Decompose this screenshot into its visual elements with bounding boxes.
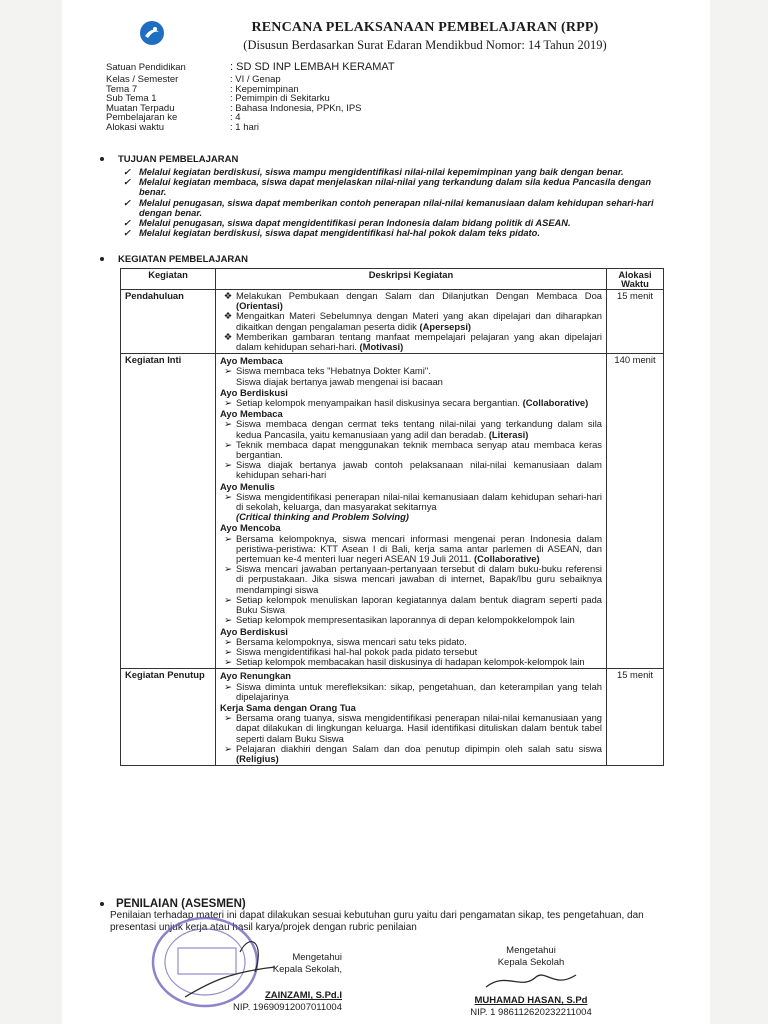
info-value: : 4 [230,112,241,124]
info-value: : 1 hari [230,121,260,133]
column-header: Kegiatan [121,269,216,290]
checkmark-icon: ✓ [123,197,131,208]
list-item: ✓ Melalui penugasan, siswa dapat memberikan contoh penerapan nilai-nilai kemanusiaan dalam kehidupan sehari-hari dengan benar. [123,197,654,218]
list-item: ➢ Setiap kelompok mempresentasikan laporannya di depan kelompokkelompok lain [220,615,602,625]
arrow-bullet-icon: ➢ [224,645,232,657]
signature-right [466,945,596,1019]
penilaian-heading: PENILAIAN (ASESMEN) [100,898,246,910]
list-item: ➢ Bersama orang tuanya, siswa mengidentifikasi penerapan nilai-nilai kemanusiaan yang dapat dilakukan di lingkungan keluarga. Hasil identifikasi dituliskan dalam bentuk tabel seperti dalam Buku Siswa [220,713,602,744]
arrow-bullet-icon: ➢ [224,418,232,430]
list-item: ❖ Melakukan Pembukaan dengan Salam dan Dilanjutkan Dengan Membaca Doa (Orientasi) [220,291,602,311]
list-item: ✓ Melalui kegiatan berdiskusi, siswa dapat mengidentifikasi hal-hal pokok dalam teks pidato. [123,228,540,239]
list-item: ➢ Setiap kelompok membacakan hasil diskusinya di hadapan kelompok-kelompok lain [220,657,602,667]
activity-title: Ayo Berdiskusi [220,386,288,398]
row-description [216,354,607,669]
info-value: : Kepemimpinan [230,83,299,95]
list-item: ➢ Setiap kelompok menuliskan laporan kegiatannya dalam bentuk diagram seperti pada Buku Siswa [220,595,602,615]
arrow-bullet-icon: ➢ [224,532,232,544]
signature-nip: NIP. 19690912007011004 [232,1002,342,1013]
list-item: ➢ Siswa membaca dengan cermat teks tentang nilai-nilai yang terkandung dalam sila kedua Pancasila, yaitu kemanusiaan yang adil dan beradab. (Literasi) [220,419,602,439]
info-label: Muatan Terpadu [106,102,175,114]
list-item-continuation: Siswa diajak bertanya jawab mengenai isi bacaan [236,375,443,387]
handwritten-signature-icon [476,969,586,991]
arrow-bullet-icon: ➢ [224,742,232,754]
signature-name: MUHAMAD HASAN, S.Pd [474,995,588,1006]
table-row [121,354,664,669]
activity-title: Ayo Membaca [220,355,283,367]
arrow-bullet-icon: ➢ [224,397,232,409]
info-value: : Pemimpin di Sekitarku [230,93,330,105]
activity-title: Ayo Renungkan [220,670,292,682]
arrow-bullet-icon: ➢ [224,656,232,668]
row-time: 15 menit [607,290,664,354]
list-item: ❖ Mengaitkan Materi Sebelumnya dengan Materi yang akan dipelajari dan diharapkan dikaitkan dengan pengalaman peserta didik (Apersepsi) [220,311,602,331]
bullet-icon [100,257,104,261]
column-header: Deskripsi Kegiatan [216,269,607,290]
list-item: ➢ Pelajaran diakhiri dengan Salam dan doa penutup dipimpin oleh salah satu siswa (Religius) [220,744,602,764]
list-item: ➢ Siswa mengidentifikasi hal-hal pokok pada pidato tersebut [220,647,602,657]
page-subtitle: (Disusun Berdasarkan Surat Edaran Mendikbud Nomor: 14 Tahun 2019) [243,38,607,52]
row-label: Kegiatan Penutup [121,669,216,766]
kegiatan-table [120,268,664,766]
info-value: : VI / Genap [230,74,281,85]
column-header: Alokasi Waktu [607,269,664,290]
info-label: Pembelajaran ke [106,112,178,124]
info-value: : Bahasa Indonesia, PPKn, IPS [230,102,362,114]
arrow-bullet-icon: ➢ [224,680,232,692]
list-item: ➢ Teknik membaca dapat menggunakan teknik membaca senyap atau membaca keras bergantian. [220,440,602,460]
activity-title: Kerja Sama dengan Orang Tua [220,701,356,713]
diamond-bullet-icon: ❖ [223,290,233,301]
arrow-bullet-icon: ➢ [224,438,232,450]
row-time: 15 menit [607,669,664,766]
tut-wuri-logo-icon [139,20,165,46]
arrow-bullet-icon: ➢ [224,614,232,626]
list-item: ➢ Setiap kelompok menyampaikan hasil diskusinya secara bergantian. (Collaborative) [220,398,602,408]
checkmark-icon: ✓ [123,228,131,239]
list-item: ➢ Siswa diminta untuk merefleksikan: sikap, pengetahuan, dan keterampilan yang telah dipelajarinya [220,682,602,702]
list-item: ➢ Siswa membaca teks "Hebatnya Dokter Kami". [220,366,602,376]
bullet-icon [100,157,104,161]
info-label: Tema 7 [106,83,138,95]
arrow-bullet-icon: ➢ [224,459,232,471]
list-item: ➢ Siswa mencari jawaban pertanyaan-pertanyaan tersebut di dalam buku-buku referensi di perpustakaan. Jika siswa mencari jawaban di internet, Bapak/Ibu guru sebaiknya mendampingi siswa [220,564,602,595]
table-row [121,669,664,766]
info-value: : SD SD INP LEMBAH KERAMAT [230,61,395,73]
row-label: Kegiatan Inti [121,354,216,669]
activity-title: Ayo Menulis [220,480,275,492]
table-row [121,290,664,354]
signature-nip: NIP. 1 986112620232211004 [470,1007,592,1018]
signature-role: Kepala Sekolah [497,957,565,968]
signature-left [232,952,342,1014]
activity-title: Ayo Berdiskusi [220,625,288,637]
bullet-icon [100,902,104,906]
signature-name: ZAINZAMI, S.Pd.I [264,990,342,1001]
arrow-bullet-icon: ➢ [224,593,232,605]
row-description [216,669,607,766]
checkmark-icon: ✓ [123,167,131,177]
page-title: RENCANA PELAKSANAAN PEMBELAJARAN (RPP) [251,20,599,35]
row-label: Pendahuluan [121,290,216,354]
list-item: ✓ Melalui kegiatan membaca, siswa dapat menjelaskan nilai-nilai yang terkandung dalam sila kedua Pancasila dengan benar. [123,177,652,198]
tujuan-heading: TUJUAN PEMBELAJARAN [100,154,238,165]
arrow-bullet-icon: ➢ [224,490,232,502]
arrow-bullet-icon: ➢ [224,635,232,647]
list-item: ➢ Bersama kelompoknya, siswa mencari informasi mengenai peran Indonesia dalam peristiwa-peristiwa: KTT Asean I di Bali, kerja sama antar parlemen di ASEAN, dan pertemuan ke-4 menteri luar negeri ASEAN 19 Juli 2011. (Collaborative) [220,534,602,565]
list-item: ➢ Siswa mengidentifikasi penerapan nilai-nilai kemanusiaan dalam kehidupan sehari-hari di sekolah, keluarga, dan masyarakat sekitarnya (Critical thinking and Problem Solving) [220,492,602,523]
row-time: 140 menit [607,354,664,669]
diamond-bullet-icon: ❖ [223,330,233,342]
checkmark-icon: ✓ [123,177,131,188]
signature-role: Kepala Sekolah, [272,964,342,975]
info-label: Satuan Pendidikan [106,62,186,73]
activity-title: Ayo Mencoba [220,522,281,534]
row-description [216,290,607,354]
table-header-row [121,269,664,290]
arrow-bullet-icon: ➢ [224,712,232,724]
penilaian-text: Penilaian terhadap materi ini dapat dilakukan sesuai kebutuhan guru yaitu dari pengamatan sikap, tes pengetahuan, dan presentasi unjuk kerja atau hasil karya/projek dengan rubric penilaian [110,910,644,933]
signature-role: Mengetahui [292,952,342,963]
activity-title: Ayo Membaca [220,408,283,420]
list-item: ✓ Melalui penugasan, siswa dapat mengidentifikasi peran Indonesia dalam bidang politik di ASEAN. [123,218,571,229]
list-item: ➢ Siswa diajak bertanya jawab contoh pelaksanaan nilai-nilai kemanusiaan dalam kehidupan sehari-hari [220,460,602,480]
signature-role: Mengetahui [506,945,556,956]
info-label: Sub Tema 1 [106,93,157,105]
tujuan-list [123,167,668,238]
list-item: ➢ Bersama kelompoknya, siswa mencari satu teks pidato. [220,637,602,647]
identity-block [106,63,530,133]
checkmark-icon: ✓ [123,218,131,229]
info-label: Kelas / Semester [106,74,179,85]
arrow-bullet-icon: ➢ [224,365,232,377]
diamond-bullet-icon: ❖ [223,310,233,322]
kegiatan-heading: KEGIATAN PEMBELAJARAN [100,254,248,265]
arrow-bullet-icon: ➢ [224,563,232,575]
list-item: ✓ Melalui kegiatan berdiskusi, siswa mampu mengidentifikasi nilai-nilai kepemimpinan yang baik dengan benar. [123,167,624,177]
list-item: ❖ Memberikan gambaran tentang manfaat mempelajari pelajaran yang akan dipelajari dalam kehidupan sehari-hari. (Motivasi) [220,332,602,352]
info-label: Alokasi waktu [106,121,165,133]
